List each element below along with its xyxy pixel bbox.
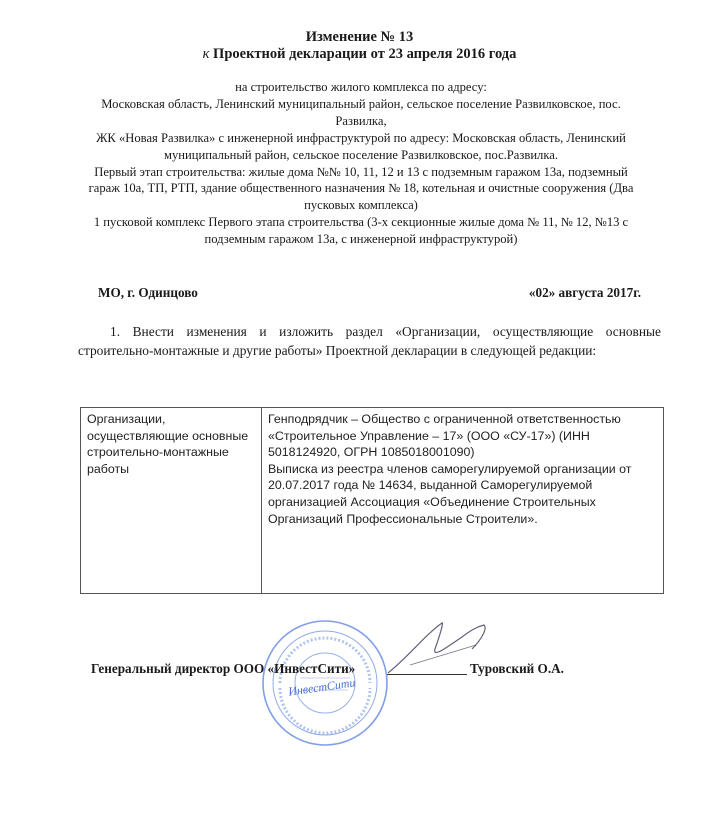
document-date: «02» августа 2017г. [528,285,641,300]
document-title: Изменение № 13 [305,29,414,45]
registry-text: Выписка из реестра членов саморегулируемой организации от 20.07.2017 года № 14634, выданной Саморегулируемой организацией Ассоциация «Объединение Строительных Организаций Профессиональные Строители». [268,461,632,526]
subtitle-text: Проектной декларации от 23 апреля 2016 года [213,46,517,62]
address-line: Московская область, Ленинский муниципальный район, сельское поселение Развилковское, пос. Развилка, [101,96,621,128]
table-row [81,408,664,594]
document-place: МО, г. Одинцово [98,285,198,300]
table-label-cell: Организации, осуществляющие основные строительно-монтажные работы [81,408,262,594]
signatory-name: Туровский О.А. [470,661,564,676]
address-line: ЖК «Новая Развилка» с инженерной инфраструктурой по адресу: Московская область, Ленинский муниципальный район, сельское поселение Развилковское, пос.Развилка. [96,130,626,162]
stamp-text: ИнвестСити [287,675,357,699]
address-line: 1 пусковой комплекс Первого этапа строительства (3-х секционные жилые дома № 11, № 12, №13 с подземным гаражом 13а, с инженерной инфраструктурой) [93,215,629,247]
address-line: на строительство жилого комплекса по адресу: [235,80,487,94]
document-subtitle [0,45,719,63]
address-block [86,79,636,248]
signature-line [387,674,467,675]
table-value-cell [262,408,664,594]
amendment-paragraph: 1. Внести изменения и изложить раздел «Организации, осуществляющие основные строительно-монтажные и другие работы» Проектной декларации в следующей редакции: [78,324,661,358]
contractor-text: Генподрядчик – Общество с ограниченной ответственностью «Строительное Управление – 17» (ООО «СУ-17») (ИНН 5018124920, ОГРН 1085018001090) [268,412,621,460]
address-line: Первый этап строительства: жилые дома №№ 10, 11, 12 и 13 с подземным гаражом 13а, подземный гараж 10а, ТП, РТП, здание общественного назначения № 18, котельная и очистные сооружения (Два пусковых комплекса) [88,164,634,213]
subtitle-prefix: к [202,46,210,62]
organizations-table [80,407,664,594]
signatory-position: Генеральный директор ООО «ИнвестСити» [91,661,356,676]
